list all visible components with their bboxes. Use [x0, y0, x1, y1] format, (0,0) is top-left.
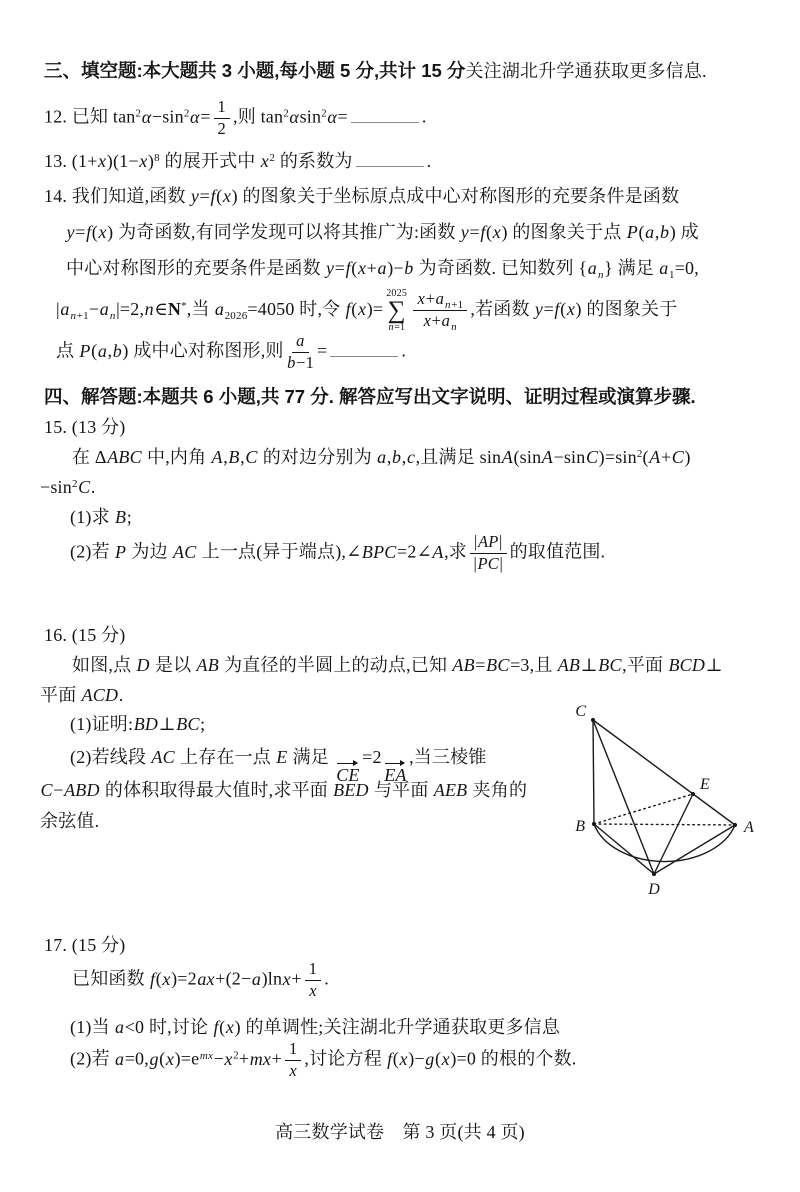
para-sec3-header: 三、填空题:本大题共 3 小题,每小题 5 分,共计 15 分关注湖北升学通获取更多信息.: [44, 60, 707, 81]
para-footer: 高三数学试卷 第 3 页(共 4 页): [275, 1122, 525, 1142]
para-q14-l3: 中心对称图形的充要条件是函数 y=f(x+a)−b 为奇函数. 已知数列 $\{a_n\}$ 满足 $a_1=0$,: [66, 258, 699, 281]
para-q16-s1: (1)证明:BD⊥BC;: [70, 714, 206, 734]
para-q16-s2b: C−ABD 的体积取得最大值时,求平面 BED 与平面 AEB 夹角的: [40, 780, 528, 800]
para-q14-l1: 14. 我们知道,函数 y=f(x) 的图象关于坐标原点成中心对称图形的充要条件是函数: [44, 186, 680, 206]
para-q17-s1: (1)当 a<0 时,讨论 f(x) 的单调性;关注湖北升学通获取更多信息: [70, 1017, 561, 1037]
para-sec4-header: 四、解答题:本题共 6 小题,共 77 分. 解答应写出文字说明、证明过程或演算步骤.: [44, 386, 696, 407]
geometry-figure-svg: [548, 688, 768, 900]
figure-label-c: C: [575, 703, 586, 720]
para-q12: 12. 已知 $\tan^2\alpha-\sin^2\alpha=$ $\frac{1}{2}$ ,则 $\tan^2\alpha\sin^2\alpha=$ .: [44, 97, 427, 138]
para-q15-l1: 在 ΔABC 中,内角 A,B,C 的对边分别为 a,b,c,且满足 $\sin A(\sin A-\sin C)=\sin^2(A+C)$: [72, 447, 691, 467]
para-q15-s1: (1)求 B;: [70, 507, 132, 527]
figure-label-a: A: [744, 819, 754, 836]
q16-geometry-figure: [548, 688, 768, 900]
para-q17-l1: 已知函数 f(x)=2ax+(2−a)lnx+ $\frac{1}{x}$ .: [72, 959, 329, 1000]
figure-label-e: E: [700, 776, 710, 793]
para-q16-l2: 平面 ACD.: [40, 685, 124, 705]
para-q14-l4: $|a_{n+1}-a_n|=2,n\in N^*$,当 $a_{2026}=4050$ 时,令 f(x)= 2025 ∑ n=1 $\frac{x+a_{n+1}}{x+a_n}$ ,若函数 y=f(x) 的图象关于: [56, 288, 678, 334]
figure-semicircle-arc: [594, 824, 735, 862]
para-q16-head: 16. (15 分): [44, 625, 126, 645]
para-q16-l1: 如图,点 D 是以 AB 为直径的半圆上的动点,已知 AB=BC=3,且 AB⊥BC,平面 BCD⊥: [72, 655, 723, 675]
para-q14-l5: 点 P(a,b) 成中心对称图形,则 $\frac{a}{b-1}$ = .: [56, 331, 407, 372]
para-q15-head: 15. (13 分): [44, 417, 126, 437]
para-q15-s2: (2)若 P 为边 AC 上一点(异于端点),∠BPC=2∠A,求 $\frac{|AP|}{|PC|}$ 的取值范围.: [70, 532, 606, 573]
para-q16-s2c: 余弦值.: [40, 811, 100, 831]
para-q17-s2: (2)若 $a=0,g(x)=e^{mx}-x^2+mx+$ $\frac{1}{x}$ ,讨论方程 f(x)−g(x)=0 的根的个数.: [70, 1039, 577, 1080]
para-q16-s2a: (2)若线段 AC 上存在一点 E 满足 CE =2 EA ,当三棱锥: [70, 747, 487, 785]
figure-solid-edges: [593, 720, 735, 874]
figure-label-b: B: [575, 818, 585, 835]
figure-label-d: D: [648, 881, 660, 898]
para-q17-head: 17. (15 分): [44, 935, 126, 955]
para-q15-l2: $-\sin^2C$.: [40, 477, 96, 497]
para-q14-l2: y=f(x) 为奇函数,有同学发现可以将其推广为:函数 y=f(x) 的图象关于点 P(a,b) 成: [66, 222, 699, 242]
para-q13: 13. $(1+x)(1-x)^8$ 的展开式中 $x^2$ 的系数为 .: [44, 147, 431, 176]
